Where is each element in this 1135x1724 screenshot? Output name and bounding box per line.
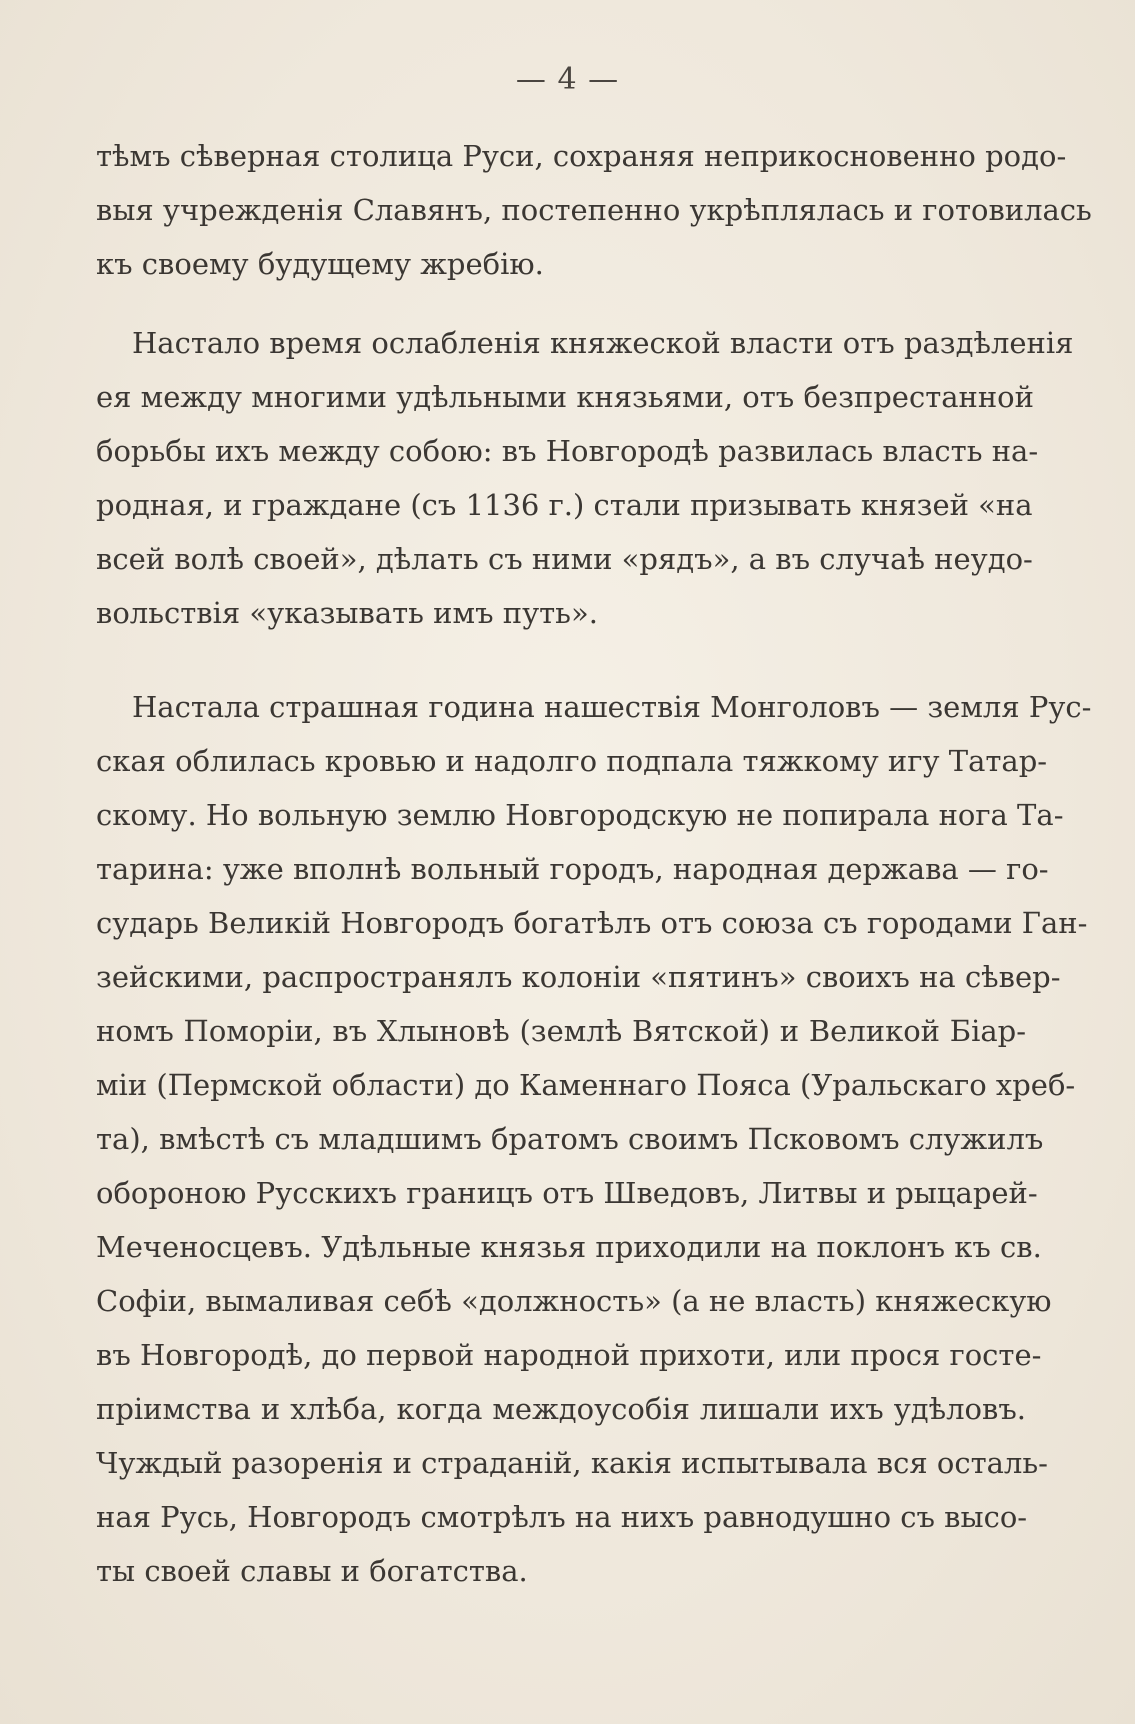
text-line: номъ Поморіи, въ Хлыновѣ (землѣ Вятской) и Великой Біар- xyxy=(96,1014,1026,1048)
text-line: выя учрежденія Славянъ, постепенно укрѣплялась и готовилась xyxy=(96,193,1092,227)
text-line: вольствія «указывать имъ путь». xyxy=(96,596,598,630)
text-line: Софіи, вымаливая себѣ «должность» (а не власть) княжескую xyxy=(96,1284,1052,1318)
text-line: Настало время ослабленія княжеской власти отъ раздѣленія xyxy=(132,326,1074,360)
text-line: борьбы ихъ между собою: въ Новгородѣ развилась власть на- xyxy=(96,434,1039,468)
text-line: ная Русь, Новгородъ смотрѣлъ на нихъ равнодушно съ высо- xyxy=(96,1500,1028,1534)
text-line: Чуждый разоренія и страданій, какія испытывала вся осталь- xyxy=(96,1446,1048,1480)
page-number: — 4 — xyxy=(515,62,620,97)
text-line: тѣмъ сѣверная столица Руси, сохраняя неприкосновенно родо- xyxy=(96,139,1067,173)
text-line: родная, и граждане (съ 1136 г.) стали призывать князей «на xyxy=(96,488,1033,522)
text-line: Настала страшная година нашествія Монголовъ — земля Рус- xyxy=(132,690,1092,724)
text-line: пріимства и хлѣба, когда междоусобія лишали ихъ удѣловъ. xyxy=(96,1392,1026,1426)
text-line: Меченосцевъ. Удѣльные князья приходили на поклонъ къ св. xyxy=(96,1230,1042,1264)
text-line: ская облилась кровью и надолго подпала тяжкому игу Татар- xyxy=(96,744,1048,778)
text-line: всей волѣ своей», дѣлать съ ними «рядъ», а въ случаѣ неудо- xyxy=(96,542,1033,576)
text-line: сударь Великій Новгородъ богатѣлъ отъ союза съ городами Ган- xyxy=(96,906,1088,940)
text-line: ты своей славы и богатства. xyxy=(96,1554,528,1588)
text-line: обороною Русскихъ границъ отъ Шведовъ, Литвы и рыцарей- xyxy=(96,1176,1038,1210)
text-line: тарина: уже вполнѣ вольный городъ, народная держава — го- xyxy=(96,852,1049,886)
text-line: къ своему будущему жребію. xyxy=(96,247,544,281)
text-line: міи (Пермской области) до Каменнаго Пояса (Уральскаго хреб- xyxy=(96,1068,1076,1102)
text-line: скому. Но вольную землю Новгородскую не попирала нога Та- xyxy=(96,798,1064,832)
text-line: въ Новгородѣ, до первой народной прихоти, или прося госте- xyxy=(96,1338,1042,1372)
text-line: та), вмѣстѣ съ младшимъ братомъ своимъ Псковомъ служилъ xyxy=(96,1122,1044,1156)
text-line: зейскими, распространялъ колоніи «пятинъ» своихъ на сѣвер- xyxy=(96,960,1061,994)
text-line: ея между многими удѣльными князьями, отъ безпрестанной xyxy=(96,380,1034,414)
